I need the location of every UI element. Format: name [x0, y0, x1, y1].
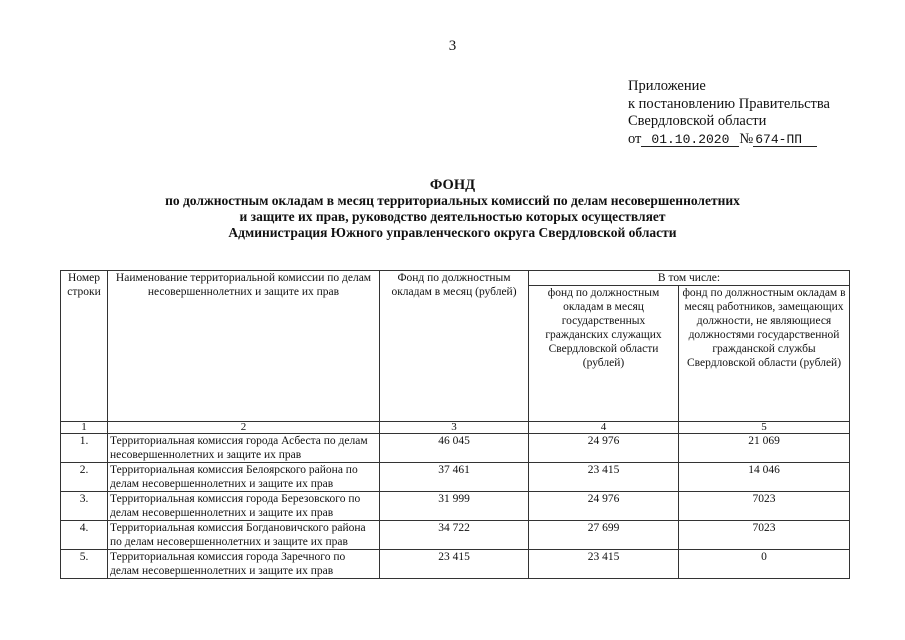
fund-total: 31 999 — [380, 492, 529, 521]
title-line-1: ФОНД — [429, 177, 476, 193]
fund-total: 23 415 — [380, 550, 529, 579]
header-row-number: Номер строки — [61, 271, 108, 422]
decree-number: 674-ПП — [753, 133, 817, 147]
table-row — [61, 434, 850, 463]
row-number: 3. — [61, 492, 108, 521]
commission-name: Территориальная комиссия Белоярского района по делам несовершеннолетних и защите их прав — [108, 463, 380, 492]
fund-total: 46 045 — [380, 434, 529, 463]
title-line-4: Администрация Южного управленческого округа Свердловской области — [228, 225, 677, 240]
page-number: 3 — [448, 38, 457, 54]
commission-name: Территориальная комиссия города Березовского по делам несовершеннолетних и защите их прав — [108, 492, 380, 521]
table-row — [61, 521, 850, 550]
header-including: В том числе: — [529, 271, 850, 286]
appendix-line-3: Свердловской области — [628, 113, 767, 129]
column-number: 4 — [529, 422, 679, 434]
appendix-date-line — [628, 131, 830, 149]
row-number: 5. — [61, 550, 108, 579]
table-row — [61, 492, 850, 521]
civil-fund: 23 415 — [529, 463, 679, 492]
header-fund-total: Фонд по должностным окладам в месяц (рублей) — [380, 271, 529, 422]
appendix-line-2: к постановлению Правительства — [628, 95, 830, 112]
decree-date: 01.10.2020 — [641, 133, 739, 147]
civil-fund: 24 976 — [529, 492, 679, 521]
number-sign: № — [739, 130, 754, 147]
header-non-civil-fund: фонд по должностным окладам в месяц работников, замещающих должности, не являющиеся должностями государственной гражданской службы Свердловской области (рублей) — [679, 286, 850, 422]
fund-total: 37 461 — [380, 463, 529, 492]
commission-name: Территориальная комиссия города Заречного по делам несовершеннолетних и защите их прав — [108, 550, 380, 579]
civil-fund: 23 415 — [529, 550, 679, 579]
column-number: 5 — [679, 422, 850, 434]
appendix-block — [628, 78, 830, 148]
non-civil-fund: 7023 — [679, 492, 850, 521]
appendix-line-1: Приложение — [628, 78, 706, 94]
column-number: 2 — [108, 422, 380, 434]
fund-table — [60, 270, 850, 579]
non-civil-fund: 14 046 — [679, 463, 850, 492]
non-civil-fund: 0 — [679, 550, 850, 579]
row-number: 2. — [61, 463, 108, 492]
document-title — [0, 177, 905, 241]
header-civil-servants-fund: фонд по должностным окладам в месяц государственных гражданских служащих Свердловской области (рублей) — [529, 286, 679, 422]
title-line-2: по должностным окладам в месяц территориальных комиссий по делам несовершеннолетних — [165, 193, 740, 208]
title-line-3: и защите их прав, руководство деятельностью которых осуществляет — [239, 209, 666, 224]
fund-total: 34 722 — [380, 521, 529, 550]
header-commission-name: Наименование территориальной комиссии по делам несовершеннолетних и защите их прав — [108, 271, 380, 422]
civil-fund: 24 976 — [529, 434, 679, 463]
civil-fund: 27 699 — [529, 521, 679, 550]
commission-name: Территориальная комиссия Богдановичского района по делам несовершеннолетних и защите их прав — [108, 521, 380, 550]
row-number: 1. — [61, 434, 108, 463]
row-number: 4. — [61, 521, 108, 550]
column-number: 3 — [380, 422, 529, 434]
table-row — [61, 550, 850, 579]
non-civil-fund: 21 069 — [679, 434, 850, 463]
commission-name: Территориальная комиссия города Асбеста по делам несовершеннолетних и защите их прав — [108, 434, 380, 463]
non-civil-fund: 7023 — [679, 521, 850, 550]
appendix-from-prefix: от — [628, 130, 642, 147]
column-number: 1 — [61, 422, 108, 434]
table-row — [61, 463, 850, 492]
